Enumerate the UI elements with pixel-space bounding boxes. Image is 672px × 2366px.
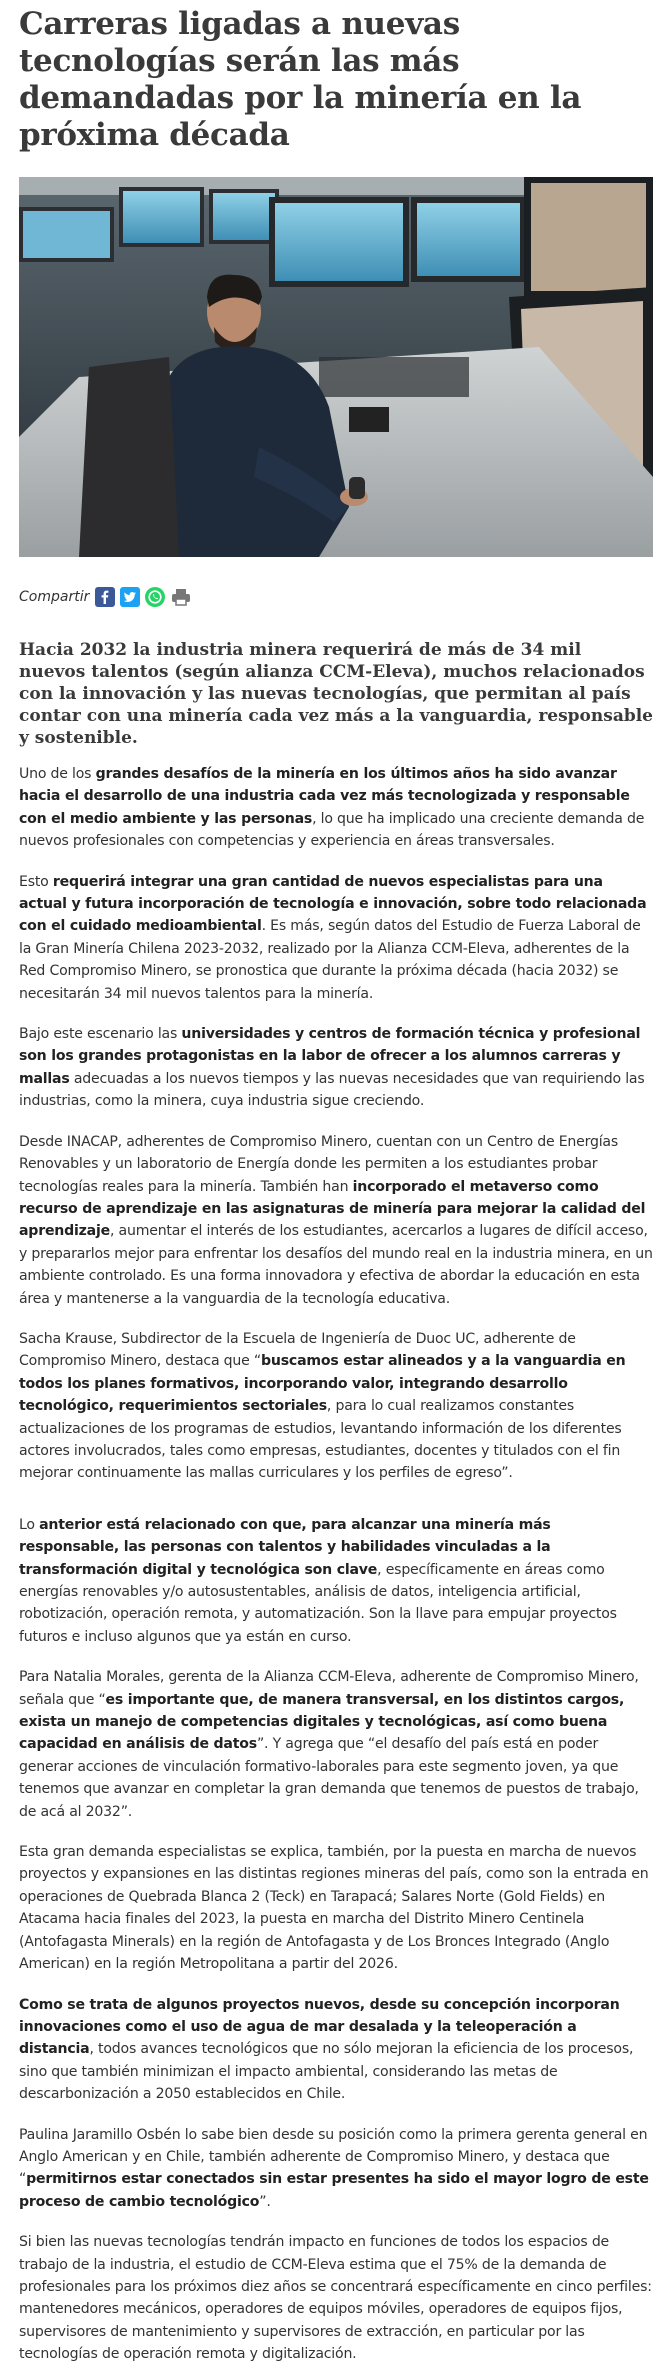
bold-run: grandes desafíos de la minería en los últimos años ha sido avanzar hacia el desarrollo de una industria cada vez más tecnologizada y responsable con el medio ambiente y las personas [19,766,630,827]
bold-run: anterior está relacionado con que, para alcanzar una minería más responsable, las personas con talentos y habilidades vinculadas a la transformación digital y tecnológica son clave [19,1516,551,1578]
twitter-icon[interactable] [120,587,140,607]
text-run: ”. Y agrega que “el desafío del país está en poder generar acciones de vinculación formativo-laborales para este segmento joven, ya que tenemos que avanzar en completar la gran demanda que tenemos de puestos de trabajo, de acá al 2032”. [19,1736,639,1820]
article-paragraph [19,1514,653,1648]
text-run: , todos avances tecnológicos que no sólo mejoran la eficiencia de los procesos, sino que también minimizan el impacto ambiental, considerando las metas de descarbonización a 2050 establecidos en Chile. [19,2041,634,2103]
text-run: Para Natalia Morales, gerenta de la Alianza CCM-Eleva, adherente de Compromiso Minero, señala que “ [19,1669,639,1708]
text-run: adecuadas a los nuevos tiempos y las nuevas necesidades que van requiriendo las industrias, como la minera, cuya industria sigue creciendo. [19,1070,645,1110]
text-run: , específicamente en áreas como energías renovables y/o autosustentables, análisis de datos, inteligencia artificial, robotización, operación remota, y automatización. Son la llave para empujar proyectos futuros e incluso algunos que ya están en curso. [19,1561,617,1645]
share-label: Compartir [19,589,90,605]
whatsapp-icon[interactable] [145,587,165,607]
text-run: Bajo este escenario las [19,1026,182,1043]
bold-run: es importante que, de manera transversal, en los distintos cargos, exista un manejo de competencias digitales y tecnológicas, así como buena capacidad en análisis de datos [19,1691,625,1753]
article-paragraph [19,1994,653,2106]
article-paragraph [19,2231,653,2365]
article-paragraph [19,2124,653,2214]
bold-run: incorporado el metaverso como recurso de aprendizaje en las asignaturas de minería para mejorar la calidad del aprendizaje [19,1178,646,1240]
text-run: Uno de los [19,766,96,782]
article-paragraph [19,1666,653,1823]
article-body [19,763,653,2366]
article-paragraph [19,1328,653,1485]
bold-run: requerirá integrar una gran cantidad de nuevos especialistas para una actual y futura incorporación de tecnología e innovación, sobre todo relacionada con el cuidado medioambiental [19,873,647,935]
article-paragraph [19,1841,653,1975]
bold-run: universidades y centros de formación técnica y profesional son los grandes protagonistas en la labor de ofrecer a los alumnos carreras y mallas [19,1026,641,1087]
text-run: , aumentar el interés de los estudiantes, acercarlos a lugares de difícil acceso, y prepararlos mejor para enfrentar los desafíos del mundo real en la industria minera, en un ambiente controlado. Es una forma innovadora y efectiva de abordar la educación en esta área y mantenerse a la vanguardia de la tecnología educativa. [19,1223,653,1307]
article-paragraph [19,1023,653,1113]
article-lead: Hacia 2032 la industria minera requerirá de más de 34 mil nuevos talentos (según alianza CCM-Eleva), muchos relacionados con la innovación y las nuevas tecnologías, que permitan al país contar con una minería cada vez más a la vanguardia, responsable y sostenible. [19,640,653,748]
text-run: Desde INACAP, adherentes de Compromiso Minero, cuentan con un Centro de Energías Renovables y un laboratorio de Energía donde les permiten a los estudiantes probar tecnologías reales para la minería. También han [19,1133,619,1195]
share-bar [19,584,653,610]
text-run: . Es más, según datos del Estudio de Fuerza Laboral de la Gran Minería Chilena 2023-2032, realizado por la Alianza CCM-Eleva, adherentes de la Red Compromiso Minero, se pronostica que durante la próxima década (hacia 2032) se necesitarán 34 mil nuevos talentos para la minería. [19,918,641,1002]
article-paragraph [19,871,653,1005]
text-run: Si bien las nuevas tecnologías tendrán impacto en funciones de todos los espacios de trabajo de la industria, el estudio de CCM-Eleva estima que el 75% de la demanda de profesionales para los próximos diez años se concentrará específicamente en cinco perfiles: mantenedores mecánicos, operadores de equipos móviles, operadores de equipos fijos, supervisores de mantenimiento y supervisores de extracción, en particular por las tecnologías de operación remota y digitalización. [19,2234,652,2363]
bold-run: buscamos estar alineados y a la vanguardia en todos los planes formativos, incorporando valor, integrando desarrollo tecnológico, requerimientos sectoriales [19,1353,626,1415]
text-run: Esto [19,873,53,890]
bold-run: Como se trata de algunos proyectos nuevos, desde su concepción incorporan innovaciones como el uso de agua de mar desalada y la teleoperación a distancia [19,1996,620,2058]
text-run: Sacha Krause, Subdirector de la Escuela de Ingeniería de Duoc UC, adherente de Compromiso Minero, destaca que “ [19,1330,576,1370]
text-run: Paulina Jaramillo Osbén lo sabe bien desde su posición como la primera gerenta general en Anglo American y en Chile, también adherente de Compromiso Minero, y destaca que “ [19,2126,648,2188]
text-run: , para lo cual realizamos constantes actualizaciones de los programas de estudios, levantando información de los diferentes actores involucrados, tales como empresas, estudiantes, docentes y titulados con el fin mejorar continuamente las mallas curriculares y los perfiles de egreso”. [19,1398,622,1482]
article-paragraph [19,763,653,853]
bold-run: permitirnos estar conectados sin estar presentes ha sido el mayor logro de este proceso de cambio tecnológico [19,2171,649,2210]
article-title: Carreras ligadas a nuevas tecnologías serán las más demandadas por la minería en la próxima década [19,6,582,153]
print-icon[interactable] [170,587,190,607]
hero-image [19,177,653,557]
text-run: Lo [19,1516,40,1533]
text-run: Esta gran demanda especialistas se explica, también, por la puesta en marcha de nuevos proyectos y expansiones en las distintas regiones mineras del país, como son la entrada en operaciones de Quebrada Blanca 2 (Teck) en Tarapacá; Salares Norte (Gold Fields) en Atacama hacia finales del 2023, la puesta en marcha del Distrito Minero Centinela (Antofagasta Minerals) en la región de Antofagasta y de Los Bronces Integrado (Anglo American) en la región Metropolitana a partir del 2026. [19,1844,649,1973]
article-paragraph [19,1131,653,1310]
text-run: , lo que ha implicado una creciente demanda de nuevos profesionales con competencias y experiencia en áreas transversales. [19,810,645,850]
facebook-icon[interactable] [95,587,115,607]
control-room-photo [19,177,653,557]
text-run: ”. [259,2193,271,2210]
